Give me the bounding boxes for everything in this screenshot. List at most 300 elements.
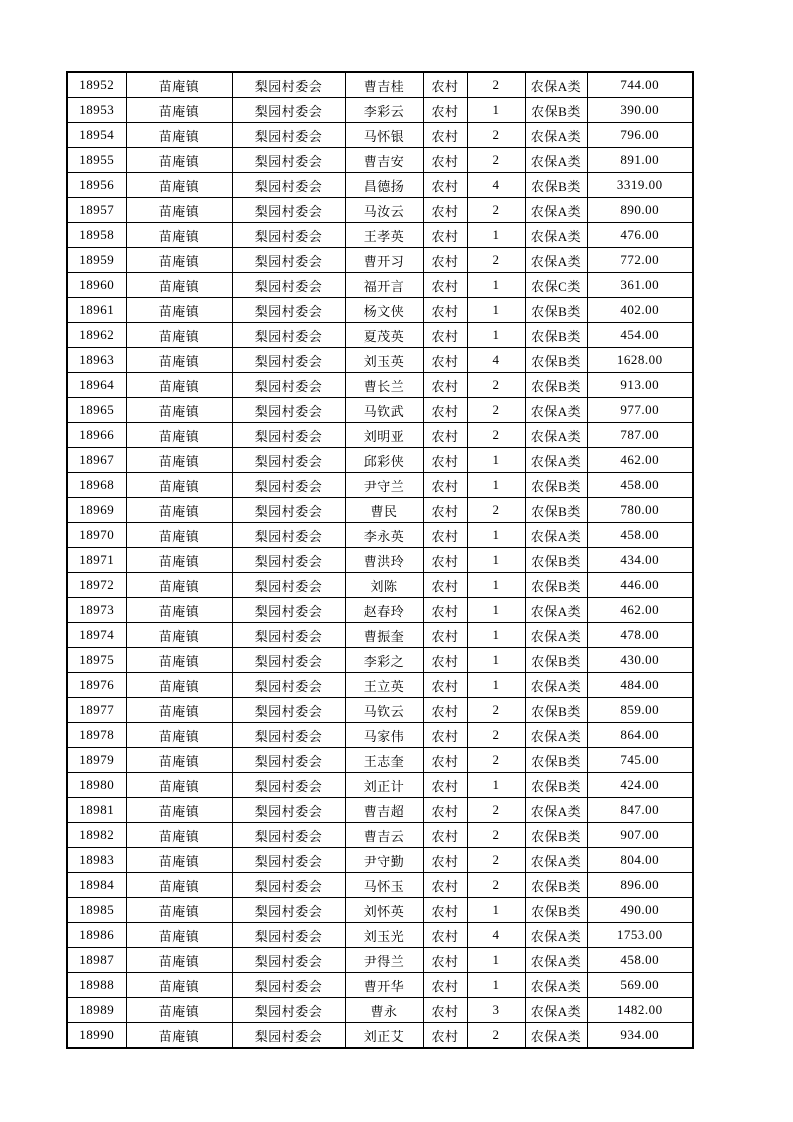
cell-insurance-type: 农保B类: [525, 748, 587, 773]
cell-residence-type: 农村: [423, 398, 467, 423]
cell-person-count: 2: [467, 423, 525, 448]
cell-person-count: 1: [467, 473, 525, 498]
cell-person-count: 1: [467, 523, 525, 548]
cell-town: 苗庵镇: [126, 398, 232, 423]
cell-residence-type: 农村: [423, 798, 467, 823]
cell-residence-type: 农村: [423, 748, 467, 773]
cell-amount: 476.00: [587, 223, 693, 248]
cell-insurance-type: 农保A类: [525, 723, 587, 748]
cell-person-count: 1: [467, 273, 525, 298]
cell-insurance-type: 农保A类: [525, 998, 587, 1023]
cell-person-name: 马钦云: [345, 698, 423, 723]
cell-village: 梨园村委会: [232, 698, 345, 723]
cell-person-count: 1: [467, 573, 525, 598]
cell-record-id: 18964: [67, 373, 126, 398]
cell-residence-type: 农村: [423, 548, 467, 573]
cell-record-id: 18956: [67, 173, 126, 198]
cell-record-id: 18958: [67, 223, 126, 248]
cell-person-name: 曹开华: [345, 973, 423, 998]
table-row: [67, 998, 693, 1023]
cell-residence-type: 农村: [423, 698, 467, 723]
cell-person-name: 马汝云: [345, 198, 423, 223]
table-row: [67, 498, 693, 523]
cell-town: 苗庵镇: [126, 473, 232, 498]
cell-amount: 484.00: [587, 673, 693, 698]
cell-amount: 462.00: [587, 448, 693, 473]
cell-record-id: 18954: [67, 123, 126, 148]
cell-person-count: 2: [467, 198, 525, 223]
table-row: [67, 448, 693, 473]
cell-amount: 434.00: [587, 548, 693, 573]
cell-residence-type: 农村: [423, 473, 467, 498]
cell-insurance-type: 农保B类: [525, 823, 587, 848]
cell-town: 苗庵镇: [126, 798, 232, 823]
cell-person-count: 2: [467, 123, 525, 148]
cell-insurance-type: 农保B类: [525, 98, 587, 123]
cell-insurance-type: 农保A类: [525, 448, 587, 473]
cell-village: 梨园村委会: [232, 148, 345, 173]
cell-insurance-type: 农保B类: [525, 698, 587, 723]
cell-amount: 454.00: [587, 323, 693, 348]
cell-person-count: 1: [467, 648, 525, 673]
cell-amount: 745.00: [587, 748, 693, 773]
cell-residence-type: 农村: [423, 523, 467, 548]
cell-amount: 478.00: [587, 623, 693, 648]
cell-person-name: 李彩云: [345, 98, 423, 123]
cell-town: 苗庵镇: [126, 873, 232, 898]
table-row: [67, 323, 693, 348]
cell-residence-type: 农村: [423, 248, 467, 273]
table-row: [67, 823, 693, 848]
cell-residence-type: 农村: [423, 873, 467, 898]
cell-residence-type: 农村: [423, 823, 467, 848]
cell-record-id: 18963: [67, 348, 126, 373]
cell-insurance-type: 农保B类: [525, 473, 587, 498]
cell-residence-type: 农村: [423, 973, 467, 998]
cell-person-count: 1: [467, 448, 525, 473]
cell-record-id: 18953: [67, 98, 126, 123]
cell-record-id: 18987: [67, 948, 126, 973]
table-row: [67, 248, 693, 273]
cell-record-id: 18984: [67, 873, 126, 898]
cell-village: 梨园村委会: [232, 72, 345, 98]
cell-record-id: 18962: [67, 323, 126, 348]
cell-record-id: 18960: [67, 273, 126, 298]
cell-amount: 458.00: [587, 523, 693, 548]
cell-insurance-type: 农保B类: [525, 323, 587, 348]
table-row: [67, 873, 693, 898]
cell-town: 苗庵镇: [126, 548, 232, 573]
cell-residence-type: 农村: [423, 923, 467, 948]
cell-record-id: 18989: [67, 998, 126, 1023]
cell-person-name: 邱彩侠: [345, 448, 423, 473]
cell-person-name: 尹守勤: [345, 848, 423, 873]
cell-record-id: 18970: [67, 523, 126, 548]
cell-amount: 780.00: [587, 498, 693, 523]
cell-residence-type: 农村: [423, 998, 467, 1023]
table-row: [67, 798, 693, 823]
cell-town: 苗庵镇: [126, 898, 232, 923]
cell-record-id: 18969: [67, 498, 126, 523]
cell-village: 梨园村委会: [232, 98, 345, 123]
cell-insurance-type: 农保B类: [525, 873, 587, 898]
cell-town: 苗庵镇: [126, 523, 232, 548]
cell-person-name: 尹得兰: [345, 948, 423, 973]
cell-person-count: 1: [467, 973, 525, 998]
cell-person-count: 2: [467, 823, 525, 848]
table-row: [67, 548, 693, 573]
cell-town: 苗庵镇: [126, 773, 232, 798]
table-row: [67, 723, 693, 748]
table-row: [67, 198, 693, 223]
cell-town: 苗庵镇: [126, 173, 232, 198]
cell-amount: 934.00: [587, 1023, 693, 1049]
cell-record-id: 18957: [67, 198, 126, 223]
cell-person-name: 曹振奎: [345, 623, 423, 648]
cell-person-count: 1: [467, 673, 525, 698]
cell-insurance-type: 农保B类: [525, 773, 587, 798]
cell-village: 梨园村委会: [232, 598, 345, 623]
cell-amount: 458.00: [587, 473, 693, 498]
table-row: [67, 123, 693, 148]
cell-village: 梨园村委会: [232, 173, 345, 198]
cell-insurance-type: 农保A类: [525, 223, 587, 248]
cell-person-count: 4: [467, 348, 525, 373]
cell-insurance-type: 农保A类: [525, 523, 587, 548]
cell-person-name: 曹吉云: [345, 823, 423, 848]
cell-insurance-type: 农保A类: [525, 198, 587, 223]
cell-insurance-type: 农保A类: [525, 398, 587, 423]
cell-town: 苗庵镇: [126, 673, 232, 698]
cell-amount: 458.00: [587, 948, 693, 973]
cell-record-id: 18967: [67, 448, 126, 473]
cell-insurance-type: 农保B类: [525, 573, 587, 598]
cell-person-name: 赵春玲: [345, 598, 423, 623]
cell-town: 苗庵镇: [126, 623, 232, 648]
cell-insurance-type: 农保B类: [525, 548, 587, 573]
cell-record-id: 18988: [67, 973, 126, 998]
cell-record-id: 18952: [67, 72, 126, 98]
cell-residence-type: 农村: [423, 848, 467, 873]
cell-amount: 1482.00: [587, 998, 693, 1023]
cell-insurance-type: 农保A类: [525, 148, 587, 173]
cell-residence-type: 农村: [423, 623, 467, 648]
cell-town: 苗庵镇: [126, 448, 232, 473]
cell-person-name: 夏茂英: [345, 323, 423, 348]
cell-insurance-type: 农保A类: [525, 948, 587, 973]
cell-person-name: 刘玉英: [345, 348, 423, 373]
cell-town: 苗庵镇: [126, 373, 232, 398]
cell-person-count: 2: [467, 1023, 525, 1049]
cell-town: 苗庵镇: [126, 998, 232, 1023]
cell-record-id: 18985: [67, 898, 126, 923]
cell-record-id: 18978: [67, 723, 126, 748]
cell-person-name: 李永英: [345, 523, 423, 548]
cell-person-name: 刘陈: [345, 573, 423, 598]
table-row: [67, 898, 693, 923]
cell-residence-type: 农村: [423, 1023, 467, 1049]
cell-amount: 847.00: [587, 798, 693, 823]
cell-person-count: 1: [467, 898, 525, 923]
cell-town: 苗庵镇: [126, 123, 232, 148]
table-row: [67, 698, 693, 723]
cell-amount: 744.00: [587, 72, 693, 98]
cell-residence-type: 农村: [423, 498, 467, 523]
cell-residence-type: 农村: [423, 448, 467, 473]
cell-record-id: 18968: [67, 473, 126, 498]
cell-amount: 1628.00: [587, 348, 693, 373]
cell-amount: 890.00: [587, 198, 693, 223]
cell-village: 梨园村委会: [232, 798, 345, 823]
cell-insurance-type: 农保A类: [525, 423, 587, 448]
table-row: [67, 223, 693, 248]
cell-village: 梨园村委会: [232, 948, 345, 973]
cell-village: 梨园村委会: [232, 998, 345, 1023]
cell-person-count: 2: [467, 498, 525, 523]
cell-amount: 462.00: [587, 598, 693, 623]
table-row: [67, 623, 693, 648]
cell-person-count: 2: [467, 698, 525, 723]
cell-residence-type: 农村: [423, 323, 467, 348]
cell-village: 梨园村委会: [232, 723, 345, 748]
cell-person-name: 曹吉超: [345, 798, 423, 823]
cell-village: 梨园村委会: [232, 273, 345, 298]
cell-person-count: 4: [467, 173, 525, 198]
cell-town: 苗庵镇: [126, 348, 232, 373]
cell-person-count: 2: [467, 798, 525, 823]
cell-residence-type: 农村: [423, 348, 467, 373]
cell-amount: 796.00: [587, 123, 693, 148]
cell-village: 梨园村委会: [232, 398, 345, 423]
cell-insurance-type: 农保A类: [525, 623, 587, 648]
cell-person-name: 刘明亚: [345, 423, 423, 448]
cell-residence-type: 农村: [423, 423, 467, 448]
table-row: [67, 98, 693, 123]
cell-amount: 361.00: [587, 273, 693, 298]
cell-village: 梨园村委会: [232, 573, 345, 598]
cell-person-name: 曹洪玲: [345, 548, 423, 573]
cell-residence-type: 农村: [423, 148, 467, 173]
cell-record-id: 18973: [67, 598, 126, 623]
cell-person-count: 1: [467, 223, 525, 248]
cell-amount: 569.00: [587, 973, 693, 998]
cell-record-id: 18983: [67, 848, 126, 873]
cell-insurance-type: 农保B类: [525, 373, 587, 398]
cell-village: 梨园村委会: [232, 523, 345, 548]
cell-insurance-type: 农保A类: [525, 673, 587, 698]
cell-person-count: 2: [467, 723, 525, 748]
cell-residence-type: 农村: [423, 223, 467, 248]
cell-person-name: 马怀银: [345, 123, 423, 148]
cell-village: 梨园村委会: [232, 1023, 345, 1049]
table-row: [67, 1023, 693, 1049]
cell-record-id: 18961: [67, 298, 126, 323]
cell-town: 苗庵镇: [126, 298, 232, 323]
cell-amount: 804.00: [587, 848, 693, 873]
cell-person-name: 刘怀英: [345, 898, 423, 923]
cell-person-count: 2: [467, 748, 525, 773]
cell-person-count: 1: [467, 623, 525, 648]
cell-person-name: 王志奎: [345, 748, 423, 773]
cell-person-count: 2: [467, 373, 525, 398]
cell-amount: 907.00: [587, 823, 693, 848]
table-row: [67, 773, 693, 798]
cell-residence-type: 农村: [423, 648, 467, 673]
cell-insurance-type: 农保B类: [525, 298, 587, 323]
cell-village: 梨园村委会: [232, 448, 345, 473]
table-row: [67, 573, 693, 598]
cell-record-id: 18965: [67, 398, 126, 423]
cell-village: 梨园村委会: [232, 973, 345, 998]
cell-insurance-type: 农保B类: [525, 173, 587, 198]
table-body: [67, 72, 693, 1048]
cell-person-name: 曹长兰: [345, 373, 423, 398]
cell-person-count: 2: [467, 248, 525, 273]
cell-town: 苗庵镇: [126, 948, 232, 973]
cell-village: 梨园村委会: [232, 323, 345, 348]
cell-person-count: 2: [467, 848, 525, 873]
cell-town: 苗庵镇: [126, 598, 232, 623]
cell-insurance-type: 农保A类: [525, 973, 587, 998]
cell-person-count: 1: [467, 773, 525, 798]
cell-town: 苗庵镇: [126, 573, 232, 598]
cell-person-count: 1: [467, 948, 525, 973]
table-row: [67, 598, 693, 623]
cell-residence-type: 农村: [423, 123, 467, 148]
cell-person-name: 福开言: [345, 273, 423, 298]
cell-insurance-type: 农保B类: [525, 348, 587, 373]
table-row: [67, 273, 693, 298]
cell-amount: 787.00: [587, 423, 693, 448]
cell-village: 梨园村委会: [232, 473, 345, 498]
table-row: [67, 648, 693, 673]
cell-residence-type: 农村: [423, 673, 467, 698]
cell-person-count: 4: [467, 923, 525, 948]
cell-amount: 1753.00: [587, 923, 693, 948]
cell-town: 苗庵镇: [126, 148, 232, 173]
cell-town: 苗庵镇: [126, 823, 232, 848]
cell-amount: 446.00: [587, 573, 693, 598]
cell-record-id: 18982: [67, 823, 126, 848]
cell-record-id: 18980: [67, 773, 126, 798]
cell-village: 梨园村委会: [232, 123, 345, 148]
cell-town: 苗庵镇: [126, 223, 232, 248]
cell-town: 苗庵镇: [126, 723, 232, 748]
cell-insurance-type: 农保A类: [525, 923, 587, 948]
cell-person-count: 2: [467, 873, 525, 898]
cell-residence-type: 农村: [423, 898, 467, 923]
table-row: [67, 473, 693, 498]
cell-amount: 490.00: [587, 898, 693, 923]
cell-record-id: 18981: [67, 798, 126, 823]
cell-person-count: 1: [467, 598, 525, 623]
cell-village: 梨园村委会: [232, 823, 345, 848]
cell-residence-type: 农村: [423, 773, 467, 798]
cell-amount: 430.00: [587, 648, 693, 673]
cell-residence-type: 农村: [423, 173, 467, 198]
cell-town: 苗庵镇: [126, 248, 232, 273]
cell-amount: 913.00: [587, 373, 693, 398]
cell-village: 梨园村委会: [232, 898, 345, 923]
cell-record-id: 18977: [67, 698, 126, 723]
cell-insurance-type: 农保A类: [525, 598, 587, 623]
table-row: [67, 148, 693, 173]
cell-record-id: 18955: [67, 148, 126, 173]
cell-amount: 402.00: [587, 298, 693, 323]
cell-insurance-type: 农保A类: [525, 123, 587, 148]
table-row: [67, 923, 693, 948]
cell-village: 梨园村委会: [232, 223, 345, 248]
cell-amount: 772.00: [587, 248, 693, 273]
cell-residence-type: 农村: [423, 598, 467, 623]
cell-person-count: 1: [467, 298, 525, 323]
cell-person-name: 昌德扬: [345, 173, 423, 198]
table-row: [67, 72, 693, 98]
cell-person-name: 曹民: [345, 498, 423, 523]
cell-residence-type: 农村: [423, 948, 467, 973]
cell-town: 苗庵镇: [126, 748, 232, 773]
cell-village: 梨园村委会: [232, 248, 345, 273]
cell-residence-type: 农村: [423, 573, 467, 598]
cell-record-id: 18990: [67, 1023, 126, 1049]
cell-amount: 859.00: [587, 698, 693, 723]
table-row: [67, 673, 693, 698]
cell-person-name: 曹开习: [345, 248, 423, 273]
cell-person-count: 2: [467, 148, 525, 173]
table-row: [67, 398, 693, 423]
cell-person-count: 1: [467, 323, 525, 348]
cell-village: 梨园村委会: [232, 623, 345, 648]
cell-insurance-type: 农保B类: [525, 898, 587, 923]
cell-residence-type: 农村: [423, 373, 467, 398]
cell-amount: 390.00: [587, 98, 693, 123]
cell-town: 苗庵镇: [126, 498, 232, 523]
table-row: [67, 848, 693, 873]
table-row: [67, 348, 693, 373]
cell-town: 苗庵镇: [126, 323, 232, 348]
cell-village: 梨园村委会: [232, 498, 345, 523]
cell-person-name: 刘正计: [345, 773, 423, 798]
cell-village: 梨园村委会: [232, 198, 345, 223]
cell-town: 苗庵镇: [126, 72, 232, 98]
cell-record-id: 18986: [67, 923, 126, 948]
cell-village: 梨园村委会: [232, 923, 345, 948]
cell-town: 苗庵镇: [126, 1023, 232, 1049]
cell-record-id: 18975: [67, 648, 126, 673]
cell-amount: 896.00: [587, 873, 693, 898]
cell-village: 梨园村委会: [232, 298, 345, 323]
cell-record-id: 18971: [67, 548, 126, 573]
cell-person-name: 刘正艾: [345, 1023, 423, 1049]
cell-person-name: 尹守兰: [345, 473, 423, 498]
cell-town: 苗庵镇: [126, 698, 232, 723]
cell-person-name: 马钦武: [345, 398, 423, 423]
cell-village: 梨园村委会: [232, 423, 345, 448]
cell-village: 梨园村委会: [232, 348, 345, 373]
table-row: [67, 748, 693, 773]
cell-village: 梨园村委会: [232, 748, 345, 773]
cell-insurance-type: 农保A类: [525, 1023, 587, 1049]
cell-village: 梨园村委会: [232, 848, 345, 873]
cell-insurance-type: 农保A类: [525, 798, 587, 823]
cell-residence-type: 农村: [423, 273, 467, 298]
cell-village: 梨园村委会: [232, 673, 345, 698]
cell-person-count: 1: [467, 548, 525, 573]
cell-record-id: 18966: [67, 423, 126, 448]
table-row: [67, 523, 693, 548]
cell-insurance-type: 农保B类: [525, 498, 587, 523]
cell-person-name: 马家伟: [345, 723, 423, 748]
